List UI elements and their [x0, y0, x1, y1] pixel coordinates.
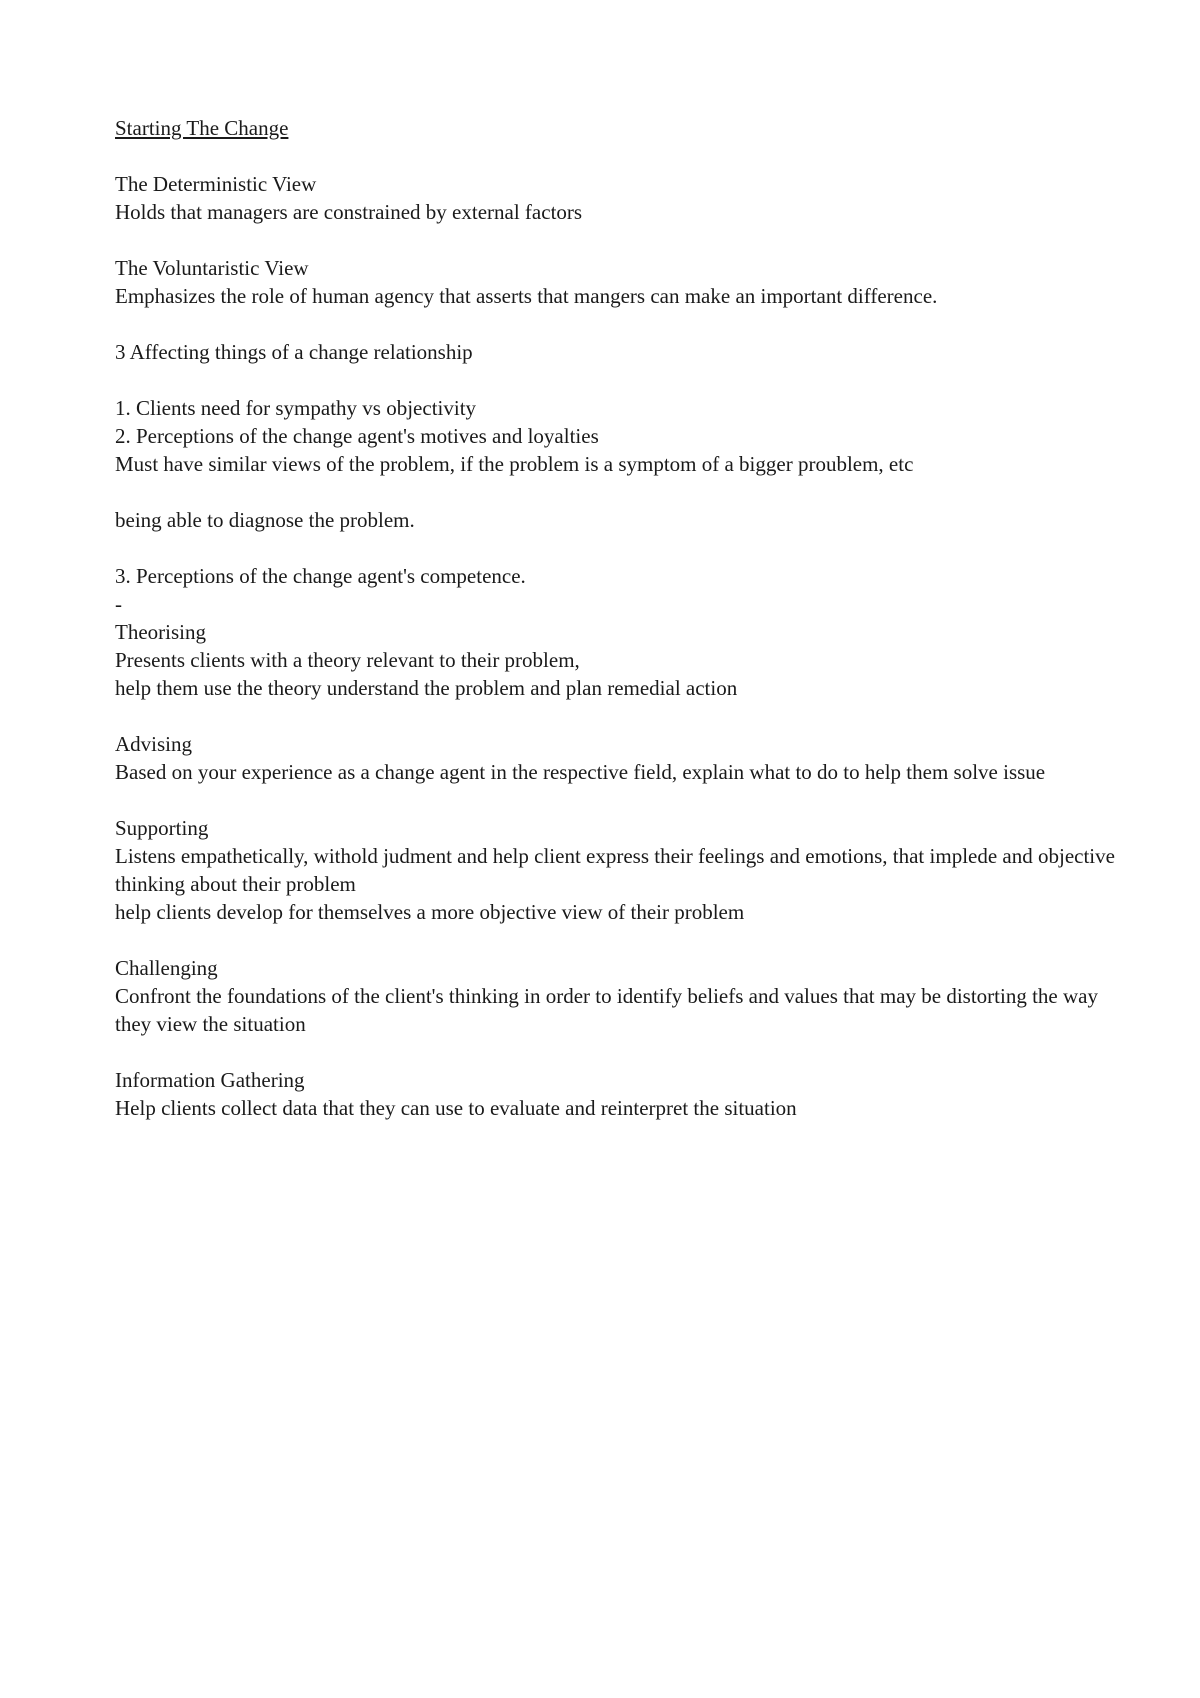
theorising-heading: Theorising	[115, 620, 206, 644]
document-page	[115, 114, 1115, 1122]
challenging-body: Confront the foundations of the client's thinking in order to identify beliefs and values that may be distorting the way they view the situation	[115, 984, 1098, 1036]
challenging-heading: Challenging	[115, 956, 218, 980]
theorising-line-2: help them use the theory understand the problem and plan remedial action	[115, 676, 738, 700]
spacer	[115, 142, 1115, 170]
spacer	[115, 534, 1115, 562]
voluntaristic-heading: The Voluntaristic View	[115, 256, 309, 280]
information-heading: Information Gathering	[115, 1068, 305, 1092]
theorising-line-1: Presents clients with a theory relevant to their problem,	[115, 648, 580, 672]
spacer	[115, 1038, 1115, 1066]
document-title: Starting The Change	[115, 116, 289, 140]
voluntaristic-body: Emphasizes the role of human agency that asserts that mangers can make an important difference.	[115, 284, 938, 308]
spacer	[115, 786, 1115, 814]
spacer	[115, 366, 1115, 394]
spacer	[115, 478, 1115, 506]
affecting-item-2: 2. Perceptions of the change agent's motives and loyalties	[115, 424, 599, 448]
information-body: Help clients collect data that they can use to evaluate and reinterpret the situation	[115, 1096, 797, 1120]
affecting-item-1: 1. Clients need for sympathy vs objectivity	[115, 396, 477, 420]
affecting-heading: 3 Affecting things of a change relationship	[115, 340, 473, 364]
advising-body: Based on your experience as a change agent in the respective field, explain what to do to help them solve issue	[115, 760, 1046, 784]
advising-heading: Advising	[115, 732, 193, 756]
spacer	[115, 926, 1115, 954]
dash-separator: -	[115, 592, 122, 616]
affecting-item-3: 3. Perceptions of the change agent's competence.	[115, 564, 526, 588]
deterministic-heading: The Deterministic View	[115, 172, 317, 196]
deterministic-body: Holds that managers are constrained by external factors	[115, 200, 583, 224]
supporting-line-2: help clients develop for themselves a more objective view of their problem	[115, 900, 745, 924]
spacer	[115, 310, 1115, 338]
supporting-line-1: Listens empathetically, withold judment and help client express their feelings and emotions, that implede and objective thinking about their problem	[115, 844, 1115, 896]
spacer	[115, 226, 1115, 254]
diagnose-note: being able to diagnose the problem.	[115, 508, 415, 532]
supporting-heading: Supporting	[115, 816, 209, 840]
spacer	[115, 702, 1115, 730]
affecting-item-2-note: Must have similar views of the problem, if the problem is a symptom of a bigger proublem, etc	[115, 452, 914, 476]
